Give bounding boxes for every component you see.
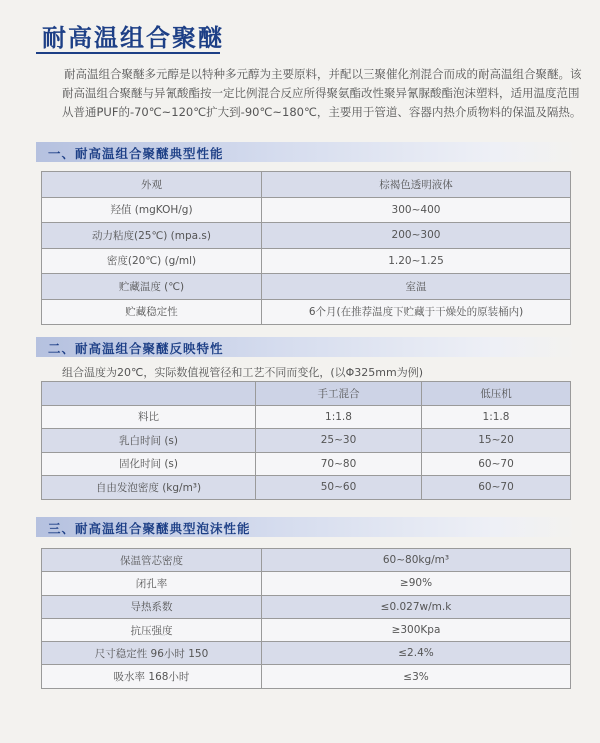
property-label: 闭孔率 [42, 572, 262, 595]
table-row [42, 248, 571, 274]
section-title: 二、耐高温组合聚醚反映特性 [48, 341, 224, 356]
column-header: 低压机 [422, 382, 571, 406]
property-value: 200~300 [262, 223, 571, 249]
property-value: 棕褐色透明液体 [262, 172, 571, 198]
table-row [42, 197, 571, 223]
table-row [42, 429, 571, 453]
intro-paragraph: 耐高温组合聚醚多元醇是以特种多元醇为主要原料，并配以三聚催化剂混合而成的耐高温组合聚醚。该耐高温组合聚醚与异氰酸酯按一定比例混合反应所得聚氨酯改性聚异氰脲酸酯泡沫塑料，适用温度范围从普通PUF的-70℃~120℃扩大到-90℃~180℃，主要用于管道、容器内热介质物料的保温及隔热。 [62, 67, 582, 119]
property-label: 保温管芯密度 [42, 549, 262, 572]
property-label: 料比 [42, 405, 256, 429]
property-label: 外观 [42, 172, 262, 198]
table-row [42, 299, 571, 325]
property-value: ≥300Kpa [262, 618, 571, 641]
property-label: 吸水率 168小时 [42, 665, 262, 688]
property-value: ≤0.027w/m.k [262, 595, 571, 618]
section-header-foam [36, 517, 576, 537]
property-label: 密度(20℃) (g/ml) [42, 248, 262, 274]
property-value: 6个月(在推荐温度下贮藏于干燥处的原装桶内) [262, 299, 571, 325]
table-row [42, 405, 571, 429]
low-pressure-machine-value: 1:1.8 [422, 405, 571, 429]
property-label: 尺寸稳定性 96小时 150 [42, 642, 262, 665]
low-pressure-machine-value: 60~70 [422, 476, 571, 500]
property-value: 60~80kg/m³ [262, 549, 571, 572]
property-label: 自由发泡密度 (kg/m³) [42, 476, 256, 500]
property-value: ≤2.4% [262, 642, 571, 665]
properties-table [41, 171, 571, 325]
foam-properties-table [41, 548, 571, 689]
table-row [42, 665, 571, 688]
table-row [42, 642, 571, 665]
table-row [42, 223, 571, 249]
table-row [42, 595, 571, 618]
table-row [42, 572, 571, 595]
table-row [42, 476, 571, 500]
column-header [42, 382, 256, 406]
property-label: 导热系数 [42, 595, 262, 618]
table-header-row [42, 382, 571, 406]
low-pressure-machine-value: 15~20 [422, 429, 571, 453]
table-row [42, 549, 571, 572]
property-label: 乳白时间 (s) [42, 429, 256, 453]
table-row [42, 172, 571, 198]
reactivity-table [41, 381, 571, 500]
property-label: 贮藏温度 (℃) [42, 274, 262, 300]
section-title: 三、耐高温组合聚醚典型泡沫性能 [48, 521, 251, 536]
property-label: 贮藏稳定性 [42, 299, 262, 325]
property-label: 动力粘度(25℃) (mpa.s) [42, 223, 262, 249]
section-title: 一、耐高温组合聚醚典型性能 [48, 146, 224, 161]
column-header: 手工混合 [256, 382, 422, 406]
property-value: ≤3% [262, 665, 571, 688]
manual-mix-value: 70~80 [256, 452, 422, 476]
property-label: 固化时间 (s) [42, 452, 256, 476]
section-header-properties [36, 142, 576, 162]
property-value: ≥90% [262, 572, 571, 595]
table-row [42, 618, 571, 641]
title-underline [36, 52, 220, 54]
property-value: 室温 [262, 274, 571, 300]
section-header-reactivity [36, 337, 576, 357]
table-row [42, 274, 571, 300]
property-label: 抗压强度 [42, 618, 262, 641]
property-value: 1.20~1.25 [262, 248, 571, 274]
table-row [42, 452, 571, 476]
manual-mix-value: 1:1.8 [256, 405, 422, 429]
page-title: 耐高温组合聚醚 [42, 24, 224, 52]
low-pressure-machine-value: 60~70 [422, 452, 571, 476]
manual-mix-value: 25~30 [256, 429, 422, 453]
property-label: 羟值 (mgKOH/g) [42, 197, 262, 223]
property-value: 300~400 [262, 197, 571, 223]
test-condition-note: 组合温度为20℃，实际数值视管径和工艺不同而变化，(以Φ325mm为例) [62, 366, 424, 379]
manual-mix-value: 50~60 [256, 476, 422, 500]
